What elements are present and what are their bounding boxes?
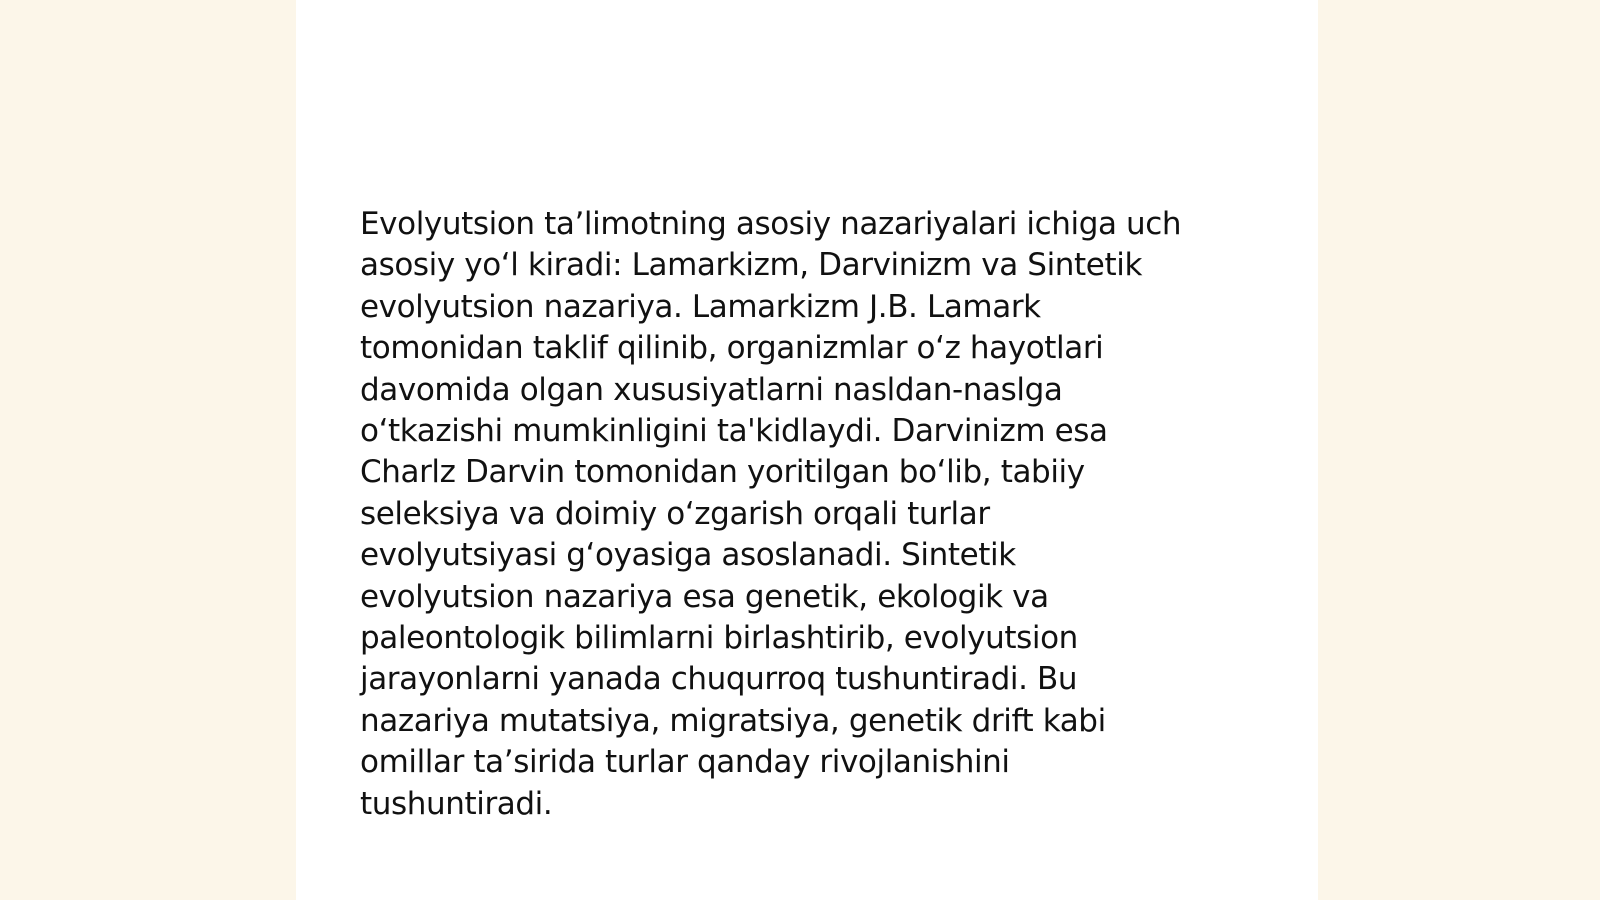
document-page xyxy=(296,0,1318,900)
body-paragraph: Evolyutsion ta’limotning asosiy nazariyalari ichiga uch asosiy yo‘l kiradi: Lamarkizm, Darvinizm va Sintetik evolyutsion nazariya. Lamarkizm J.B. Lamark tomonidan taklif qilinib, organizmlar o‘z hayotlari davomida olgan xususiyatlarni nasldan-naslga o‘tkazishi mumkinligini ta'kidlaydi. Darvinizm esa Charlz Darvin tomonidan yoritilgan bo‘lib, tabiiy seleksiya va doimiy o‘zgarish orqali turlar evolyutsiyasi g‘oyasiga asoslanadi. Sintetik evolyutsion nazariya esa genetik, ekologik va paleontologik bilimlarni birlashtirib, evolyutsion jarayonlarni yanada chuqurroq tushuntiradi. Bu nazariya mutatsiya, migratsiya, genetik drift kabi omillar ta’sirida turlar qanday rivojlanishini tushuntiradi. xyxy=(360,206,1182,822)
